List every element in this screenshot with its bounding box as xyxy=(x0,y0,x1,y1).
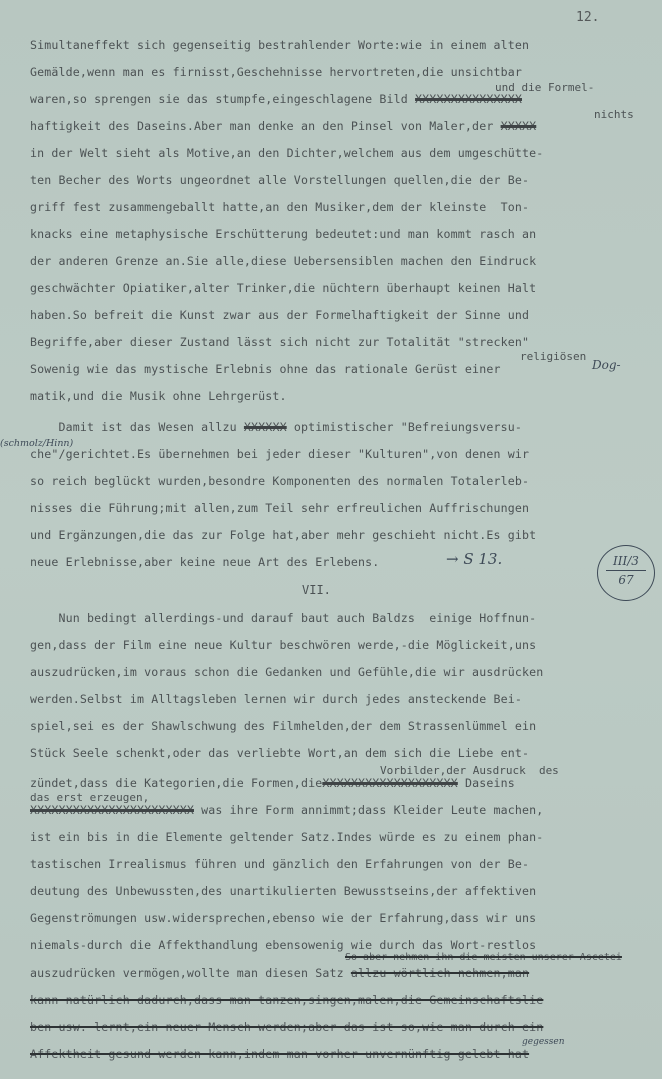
interlinear-das-erst: das erst erzeugen, xyxy=(30,791,150,804)
para3-line-7: zündet,dass die Kategorien,die Formen,dieXXXXXXXXXXXXXXXXXXX Daseins xyxy=(30,776,515,790)
para2-line-4: nisses die Führung;mit allen,zum Teil sehr erfreulichen Auffrischungen xyxy=(30,501,530,515)
para2-line-3: so reich beglückt wurden,besondre Komponenten des normalen Totalerleb- xyxy=(30,474,530,488)
para1-line-1: Simultaneffekt sich gegenseitig bestrahlender Worte:wie in einem alten xyxy=(30,38,530,52)
struck-line-2: ben usw. lernt,ein neuer Mensch werden;aber das ist so,wie man durch ein xyxy=(30,1020,544,1034)
stamp-bottom: 67 xyxy=(618,573,634,587)
handwritten-margin-note: (schmolz/Hinn) xyxy=(0,438,74,449)
para3-line-6: Stück Seele schenkt,oder das verliebte Wort,an dem sich die Liebe ent- xyxy=(30,746,530,760)
para1-line-6: ten Becher des Worts ungeordnet alle Vorstellungen quellen,die der Be- xyxy=(30,173,530,187)
para1-line-11: haben.So befreit die Kunst zwar aus der Formelhaftigkeit der Sinne und xyxy=(30,308,530,322)
para3-line-9: ist ein bis in die Elemente geltender Satz.Indes würde es zu einem phan- xyxy=(30,830,544,844)
para1-line-8: knacks eine metaphysische Erschütterung bedeutet:und man kommt rasch an xyxy=(30,227,537,241)
para1-line-3: waren,so sprengen sie das stumpfe,eingeschlagene Bild XXXXXXXXXXXXXXX xyxy=(30,92,522,106)
para3-line-8: XXXXXXXXXXXXXXXXXXXXXXX was ihre Form annimmt;dass Kleider Leute machen, xyxy=(30,803,544,817)
para2-line-6: neue Erlebnisse,aber keine neue Art des Erlebens. xyxy=(30,555,380,569)
para1-line-9: der anderen Grenze an.Sie alle,diese Uebersensiblen machen den Eindruck xyxy=(30,254,537,268)
para3-line-12: Gegenströmungen usw.widersprechen,ebenso wie der Erfahrung,dass wir uns xyxy=(30,911,537,925)
interlinear-nichts: nichts xyxy=(594,108,634,121)
para3-line-3: auszudrücken,im voraus schon die Gedanken und Gefühle,die wir ausdrücken xyxy=(30,665,544,679)
para1-line-5: in der Welt sieht als Motive,an den Dichter,welchem aus dem umgeschütte- xyxy=(30,146,544,160)
para1-line-14: matik,und die Musik ohne Lehrgerüst. xyxy=(30,389,287,403)
para2-line-5: und Ergänzungen,die das zur Folge hat,aber mehr geschieht nicht.Es gibt xyxy=(30,528,537,542)
struck-line-1: kann natürlich dadurch,dass man tanzen,singen,malen,die Gemeinschaftslie xyxy=(30,993,544,1007)
para3-line-5: spiel,sei es der Shawlschwung des Filmhelden,der dem Strassenlümmel ein xyxy=(30,719,537,733)
crossed-out-word: XXXXXXXXXXXXXXXXXXX xyxy=(322,776,458,790)
interlinear-religioesen: religiösen xyxy=(520,350,587,363)
page-number: 12. xyxy=(576,10,600,25)
para3-line-14: auszudrücken vermögen,wollte man diesen Satz allzu wörtlich nehmen,man xyxy=(30,966,530,980)
para1-line-10: geschwächter Opiatiker,alter Trinker,die nüchtern überhaupt keinen Halt xyxy=(30,281,537,295)
handwritten-page-reference: → S 13. xyxy=(446,550,503,568)
handwritten-small-note: gegessen xyxy=(522,1037,565,1047)
para3-line-2: gen,dass der Film eine neue Kultur beschwören werde,-die Möglickeit,uns xyxy=(30,638,537,652)
para3-line-11: deutung des Unbewussten,des unartikulierten Bewusstseins,der affektiven xyxy=(30,884,537,898)
para1-line-7: griff fest zusammengeballt hatte,an den Musiker,dem der kleinste Ton- xyxy=(30,200,530,214)
para1-line-12: Begriffe,aber dieser Zustand lässt sich nicht zur Totalität "strecken" xyxy=(30,335,530,349)
handwritten-dog: Dog- xyxy=(592,358,621,372)
crossed-out-word: XXXXX xyxy=(500,119,537,133)
para2-line-2: che"/gerichtet.Es übernehmen bei jeder dieser "Kulturen",von denen wir xyxy=(30,447,530,461)
para3-line-10: tastischen Irrealismus führen und gänzlich den Erfahrungen von der Be- xyxy=(30,857,530,871)
para1-line-4: haftigkeit des Daseins.Aber man denke an den Pinsel von Maler,der XXXXX xyxy=(30,119,537,133)
struck-line-3: Affektheit gesund werden kann,indem man vorher unvernünftig gelebt hat xyxy=(30,1047,530,1061)
crossed-out-word: XXXXXX xyxy=(243,420,287,434)
interlinear-vorbilder: Vorbilder,der Ausdruck des xyxy=(380,764,559,777)
section-heading: VII. xyxy=(302,583,331,597)
interlinear-formel: und die Formel- xyxy=(495,81,595,94)
stamp-top: III/3 xyxy=(613,554,639,568)
crossed-out-word: XXXXXXXXXXXXXXXXXXXXXXX xyxy=(30,803,194,817)
archive-stamp xyxy=(597,545,655,601)
para3-line-13: niemals-durch die Affekthandlung ebensowenig wie durch das Wort-restlos xyxy=(30,938,537,952)
crossed-out-word: XXXXXXXXXXXXXXX xyxy=(415,92,522,106)
para1-line-2: Gemälde,wenn man es firnisst,Geschehnisse hervortreten,die unsichtbar xyxy=(30,65,522,79)
para3-line-4: werden.Selbst im Alltagsleben lernen wir durch jedes ansteckende Bei- xyxy=(30,692,522,706)
para3-line-1: Nun bedingt allerdings-und darauf baut auch Baldzs einige Hoffnun- xyxy=(30,611,537,625)
interlinear-so-aber: So aber nehmen ihn die meisten unserer Ascetei xyxy=(345,952,622,963)
para2-line-1: Damit ist das Wesen allzu XXXXXX optimistischer "Befreiungsversu- xyxy=(30,420,523,434)
para1-line-13: Sowenig wie das mystische Erlebnis ohne das rationale Gerüst einer xyxy=(30,362,501,376)
